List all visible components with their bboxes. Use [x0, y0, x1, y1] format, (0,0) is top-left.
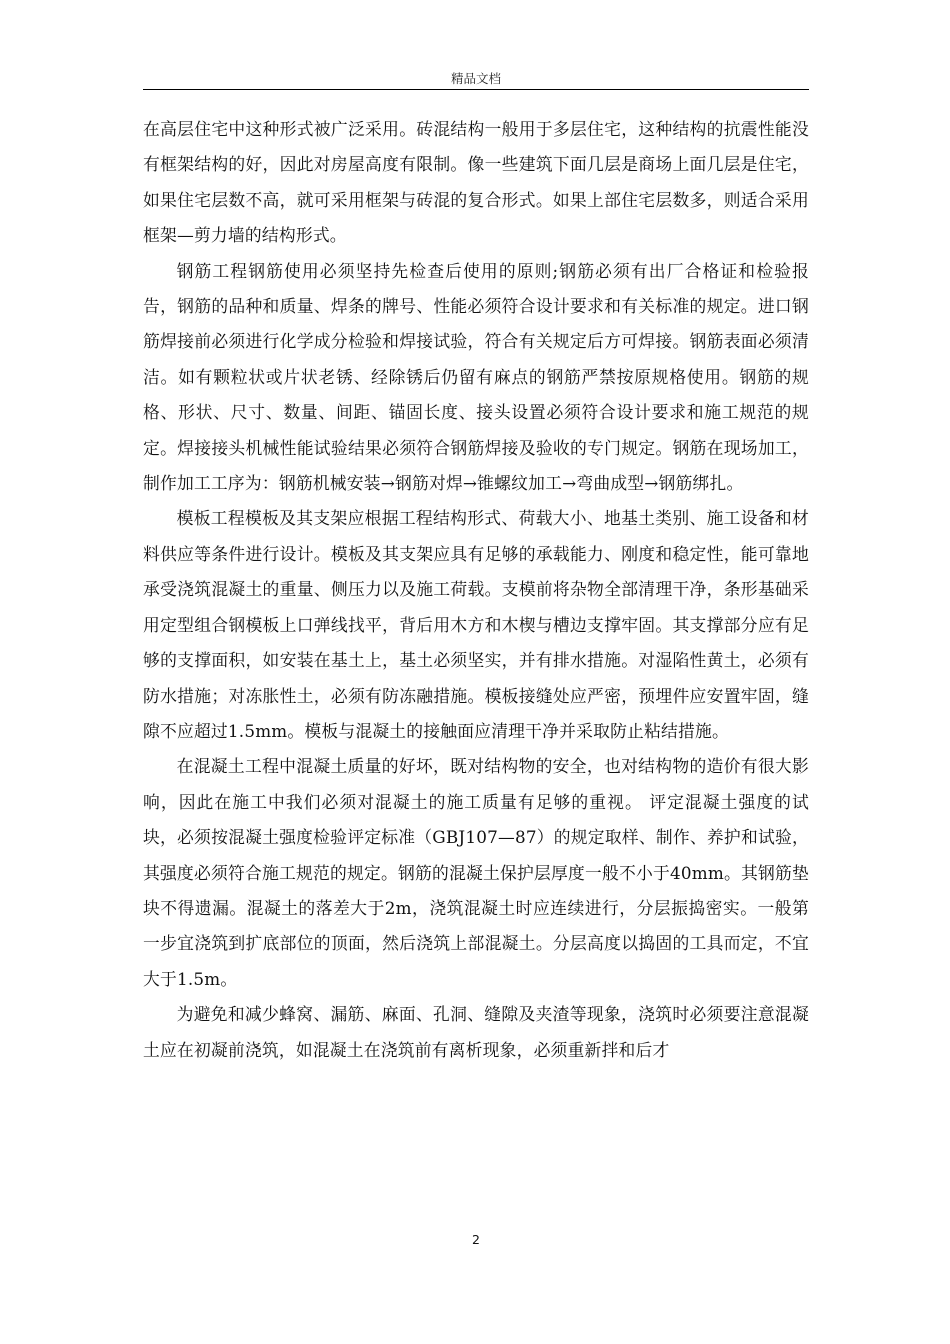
paragraph-continued: 在高层住宅中这种形式被广泛采用。砖混结构一般用于多层住宅，这种结构的抗震性能没有框架结构的好，因此对房屋高度有限制。像一些建筑下面几层是商场上面几层是住宅，如果住宅层数不高，就可采用框架与砖混的复合形式。如果上部住宅层数多，则适合采用框架—剪力墙的结构形式。	[143, 119, 809, 246]
paragraph-rebar-works: 钢筋工程钢筋使用必须坚持先检查后使用的原则;钢筋必须有出厂合格证和检验报告，钢筋的品种和质量、焊条的牌号、性能必须符合设计要求和有关标准的规定。进口钢筋焊接前必须进行化学成分检验和焊接试验，符合有关规定后方可焊接。钢筋表面必须清洁。如有颗粒状或片状老锈、经除锈后仍留有麻点的钢筋严禁按原规格使用。钢筋的规格、形状、尺寸、数量、间距、锚固长度、接头设置必须符合设计要求和施工规范的规定。焊接接头机械性能试验结果必须符合钢筋焊接及验收的专门规定。钢筋在现场加工，制作加工工序为：钢筋机械安装→钢筋对焊→锥螺纹加工→弯曲成型→钢筋绑扎。	[143, 260, 809, 494]
paragraph-formwork: 模板工程模板及其支架应根据工程结构形式、荷载大小、地基土类别、施工设备和材料供应等条件进行设计。模板及其支架应具有足够的承载能力、刚度和稳定性，能可靠地承受浇筑混凝土的重量、侧压力以及施工荷载。支模前将杂物全部清理干净，条形基础采用定型组合钢模板上口弹线找平，背后用木方和木楔与槽边支撑牢固。其支撑部分应有足够的支撑面积，如安装在基土上，基土必须坚实，并有排水措施。对湿陷性黄土，必须有防水措施；对冻胀性土，必须有防冻融措施。模板接缝处应严密，预埋件应安置牢固，缝隙不应超过1.5mm。模板与混凝土的接触面应清理干净并采取防止粘结措施。	[143, 508, 809, 741]
paragraph-defect-prevention: 为避免和减少蜂窝、漏筋、麻面、孔洞、缝隙及夹渣等现象，浇筑时必须要注意混凝土应在初凝前浇筑，如混凝土在浇筑前有离析现象，必须重新拌和后才	[143, 1004, 809, 1060]
document-body	[143, 112, 809, 1068]
page-header: 精品文档	[450, 71, 501, 86]
page-number: 2	[472, 1232, 480, 1247]
header-divider	[143, 89, 809, 90]
paragraph-concrete-works: 在混凝土工程中混凝土质量的好坏，既对结构物的安全，也对结构物的造价有很大影响，因此在施工中我们必须对混凝土的施工质量有足够的重视。 评定混凝土强度的试块，必须按混凝土强度检验评定标准（GBJ107—87）的规定取样、制作、养护和试验，其强度必须符合施工规范的规定。钢筋的混凝土保护层厚度一般不小于40mm。其钢筋垫块不得遗漏。混凝土的落差大于2m，浇筑混凝土时应连续进行，分层振捣密实。一般第一步宜浇筑到扩底部位的顶面，然后浇筑上部混凝土。分层高度以捣固的工具而定，不宜大于1.5m。	[143, 756, 809, 989]
